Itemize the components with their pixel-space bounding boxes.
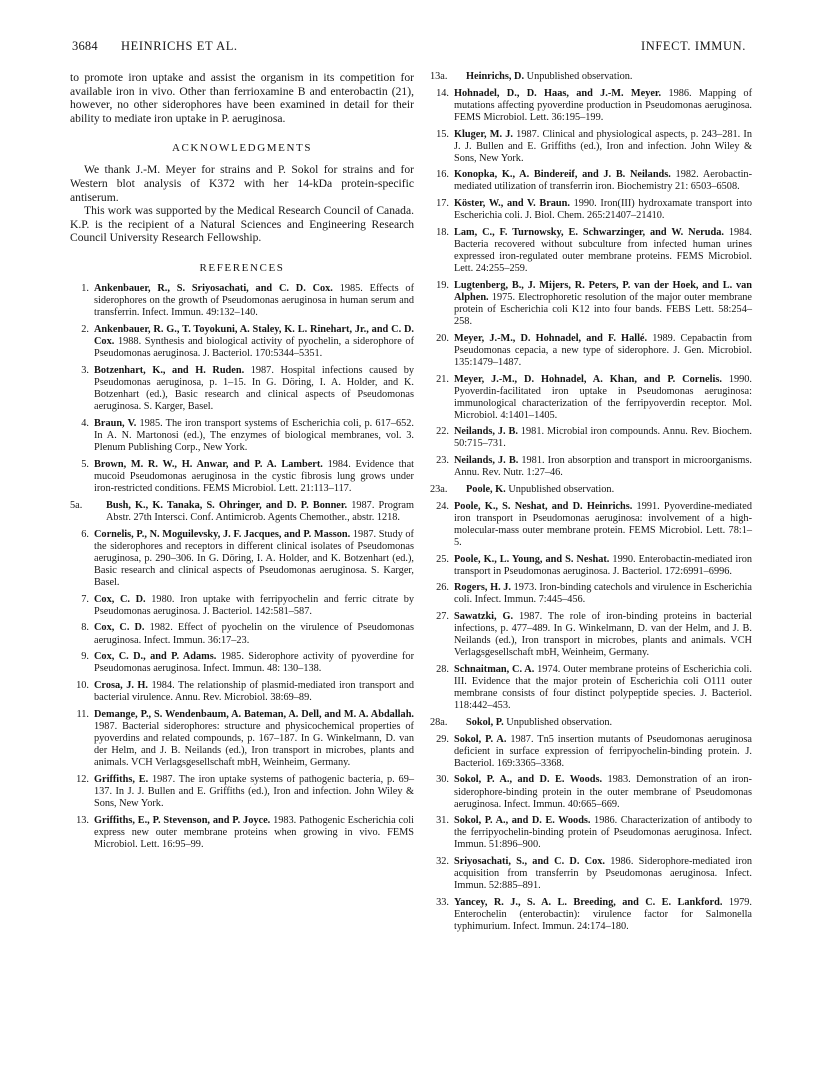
reference-number: 8. bbox=[81, 622, 89, 634]
reference-authors: Meyer, J.-M., D. Hohnadel, A. Khan, and P. Cornelis. bbox=[454, 373, 722, 385]
reference-number: 18. bbox=[436, 226, 449, 238]
reference-authors: Poole, K., L. Young, and S. Neshat. bbox=[454, 553, 610, 565]
reference-entry bbox=[430, 198, 752, 222]
reference-entry bbox=[430, 280, 752, 328]
reference-authors: Sokol, P. bbox=[466, 716, 504, 728]
reference-entry bbox=[430, 664, 752, 712]
reference-details: 1981. Microbial iron compounds. Annu. Rev. Biochem. 50:715–731. bbox=[454, 426, 752, 450]
reference-authors: Brown, M. R. W., H. Anwar, and P. A. Lambert. bbox=[94, 458, 323, 470]
reference-number: 11. bbox=[76, 709, 89, 721]
reference-authors: Poole, K. bbox=[466, 483, 506, 495]
reference-number: 22. bbox=[436, 426, 449, 438]
reference-authors: Sokol, P. A., and D. E. Woods. bbox=[454, 774, 603, 786]
reference-number: 17. bbox=[436, 198, 449, 210]
reference-authors: Konopka, K., A. Bindereif, and J. B. Neilands. bbox=[454, 169, 671, 181]
reference-details: 1985. Siderophore activity of pyoverdine for Pseudomonas aeruginosa. Infect. Immun. 48: 130–138. bbox=[94, 651, 414, 675]
reference-entry bbox=[430, 333, 752, 369]
reference-number: 28a. bbox=[430, 716, 448, 728]
reference-entry bbox=[430, 129, 752, 165]
reference-details: 1982. Aerobactin-mediated utilization of transferrin iron. Biochemistry 21: 6503–6508. bbox=[454, 169, 753, 193]
reference-details: 1987. Hospital infections caused by Pseudomonas aeruginosa, p. 1–15. In G. Döring, I. A. Holder, and K. Botzenhart (ed.), Basic research and clinical aspects of Pseudomonas aeruginosa. S. Karger, Basel. bbox=[94, 364, 414, 412]
reference-number: 21. bbox=[436, 373, 449, 385]
reference-details: 1986. Siderophore-mediated iron acquisition from transferrin by Pseudomonas aeruginosa. Infect. Immun. 52:885–891. bbox=[454, 856, 752, 892]
reference-number: 12. bbox=[76, 774, 89, 786]
reference-details: 1987. Bacterial siderophores: structure and physicochemical properties of pyoverdins and related compounds, p. 167–187. In G. Winkelmann, D. van der Helm, and J. B. Neilands (ed.), Iron transport in microbes, plants and animals. VCH Verlagsgesellschaft mbH, Weinheim, Germany. bbox=[94, 721, 414, 769]
reference-entry bbox=[430, 717, 752, 729]
reference-number: 4. bbox=[81, 417, 89, 429]
reference-details: Unpublished observation. bbox=[503, 716, 613, 728]
reference-authors: Kluger, M. J. bbox=[454, 128, 513, 140]
reference-details: 1981. Iron absorption and transport in microorganisms. Annu. Rev. Nutr. 1:27–46. bbox=[454, 455, 752, 479]
reference-number: 5a. bbox=[70, 499, 83, 511]
reference-authors: Cox, C. D. bbox=[94, 593, 146, 605]
reference-details: 1983. Demonstration of an iron-siderophore-binding protein in the outer membrane of Pseudomonas aeruginosa. Infect. Immun. 40:665–669. bbox=[454, 774, 752, 810]
reference-entry bbox=[430, 455, 752, 479]
reference-authors: Botzenhart, K., and H. Ruden. bbox=[94, 364, 245, 376]
reference-details: 1984. The relationship of plasmid-mediated iron transport and bacterial virulence. Annu. Rev. Microbiol. 38:69–89. bbox=[94, 680, 414, 704]
reference-authors: Sriyosachati, S., and C. D. Cox. bbox=[454, 856, 605, 868]
reference-details: 1986. Mapping of mutations affecting pyoverdine production in Pseudomonas aeruginosa. FEMS Microbiol. Lett. 36:195–199. bbox=[454, 87, 752, 123]
reference-number: 23. bbox=[436, 455, 449, 467]
right-column bbox=[430, 71, 752, 938]
reference-details: 1987. Tn5 insertion mutants of Pseudomonas aeruginosa deficient in surface expression of ferripyochelin-binding protein. J. Bacteriol. 169:3365–3368. bbox=[454, 733, 752, 769]
reference-entry bbox=[70, 680, 414, 704]
reference-number: 5. bbox=[81, 458, 89, 470]
references-heading: REFERENCES bbox=[199, 261, 285, 274]
reference-authors: Yancey, R. J., S. A. L. Breeding, and C. E. Lankford. bbox=[454, 896, 723, 908]
reference-number: 13. bbox=[76, 815, 89, 827]
acknowledgments-paragraph-1: We thank J.-M. Meyer for strains and P. Sokol for strains and for Western blot analysis of K372 with her 14-kDa protein-specific antiserum. bbox=[70, 163, 414, 204]
reference-number: 9. bbox=[81, 651, 89, 663]
reference-number: 15. bbox=[436, 128, 449, 140]
reference-entry bbox=[430, 501, 752, 549]
reference-entry bbox=[430, 611, 752, 659]
reference-authors: Demange, P., S. Wendenbaum, A. Bateman, A. Dell, and M. A. Abdallah. bbox=[94, 709, 414, 721]
reference-authors: Sokol, P. A. bbox=[454, 733, 507, 745]
reference-authors: Köster, W., and V. Braun. bbox=[454, 198, 570, 210]
journal-abbreviation: INFECT. IMMUN. bbox=[640, 39, 746, 53]
reference-details: 1979. Enterochelin (enterobactin): virulence factor for Salmonella typhimurium. Infect. Immun. 24:174–180. bbox=[454, 896, 752, 933]
reference-authors: Ankenbauer, R., S. Sriyosachati, and C. D. Cox. bbox=[94, 282, 333, 294]
reference-number: 28. bbox=[436, 664, 449, 676]
reference-authors: Neilands, J. B. bbox=[454, 426, 518, 438]
reference-details: 1987. Clinical and physiological aspects, p. 243–281. In J. J. Bullen and E. Griffiths (ed.), Iron and infection. John Wiley & Sons, New York. bbox=[454, 128, 753, 164]
reference-entry bbox=[430, 374, 752, 422]
reference-details: 1986. Characterization of antibody to the ferripyochelin-binding protein of Pseudomonas aeruginosa. Infect. Immun. 51:896–900. bbox=[454, 815, 752, 851]
reference-entry bbox=[70, 283, 414, 319]
reference-details: Unpublished observation. bbox=[505, 483, 615, 495]
reference-number: 33. bbox=[436, 896, 449, 908]
reference-entry bbox=[430, 815, 752, 851]
reference-number: 30. bbox=[436, 774, 449, 786]
body-paragraph: to promote iron uptake and assist the organism in its competition for available iron in vivo. Other than ferrioxamine B and enterobactin (21), however, no other siderophores have been examined in detail for their ability to mediate iron uptake in P. aeruginosa. bbox=[70, 71, 414, 125]
reference-entry bbox=[430, 582, 752, 606]
reference-details: 1973. Iron-binding catechols and virulence in Escherichia coli. Infect. Immun. 7:445–456. bbox=[454, 582, 752, 606]
reference-number: 10. bbox=[76, 680, 89, 692]
reference-number: 32. bbox=[436, 856, 449, 868]
reference-authors: Sokol, P. A., and D. E. Woods. bbox=[454, 815, 591, 827]
reference-authors: Cornelis, P., N. Moguilevsky, J. F. Jacques, and P. Masson. bbox=[94, 528, 351, 540]
reference-authors: Neilands, J. B. bbox=[454, 455, 519, 467]
reference-entry bbox=[70, 709, 414, 769]
reference-number: 7. bbox=[81, 593, 89, 605]
reference-authors: Bush, K., K. Tanaka, S. Ohringer, and D. P. Bonner. bbox=[106, 499, 348, 511]
reference-entry bbox=[430, 484, 752, 496]
reference-details: 1990. Enterobactin-mediated iron transport in Pseudomonas aeruginosa. J. Bacteriol. 172:6991–6996. bbox=[454, 553, 752, 577]
reference-entry bbox=[70, 774, 414, 810]
reference-entry bbox=[430, 734, 752, 770]
reference-details: 1980. Iron uptake with ferripyochelin and ferric citrate by Pseudomonas aeruginosa. J. Bacteriol. 142:581–587. bbox=[94, 593, 414, 617]
reference-number: 3. bbox=[81, 364, 89, 376]
reference-details: 1987. Program Abstr. 27th Intersci. Conf. Antimicrob. Agents Chemother., abstr. 1218. bbox=[106, 499, 415, 523]
reference-entry bbox=[70, 324, 414, 360]
reference-number: 20. bbox=[436, 332, 449, 344]
page-number: 3684 bbox=[72, 39, 98, 53]
reference-details: 1987. Study of the siderophores and receptors in different clinical isolates of Pseudomonas aeruginosa, p. 290–306. In G. Döring, I. A. Holder, and K. Botzenhart (ed.), Basic research and clinical aspects of Pseudomonas aeruginosa. S. Karger, Basel. bbox=[94, 528, 414, 588]
reference-entry bbox=[430, 426, 752, 450]
reference-entry bbox=[70, 594, 414, 618]
reference-entry bbox=[430, 554, 752, 578]
reference-list-right bbox=[430, 71, 752, 933]
reference-details: Unpublished observation. bbox=[524, 71, 633, 82]
reference-number: 14. bbox=[436, 87, 449, 99]
reference-number: 29. bbox=[436, 733, 449, 745]
left-column bbox=[70, 71, 414, 856]
reference-entry bbox=[70, 651, 414, 675]
reference-details: 1987. The iron uptake systems of pathogenic bacteria, p. 69–137. In J. J. Bullen and E. Griffiths (ed.), Iron and infection. John Wiley & Sons, New York. bbox=[94, 774, 414, 810]
reference-number: 25. bbox=[436, 553, 449, 565]
reference-number: 2. bbox=[81, 323, 89, 335]
reference-entry bbox=[430, 71, 752, 83]
reference-details: 1990. Iron(III) hydroxamate transport into Escherichia coli. J. Biol. Chem. 265:21407–21410. bbox=[454, 198, 752, 222]
reference-authors: Cox, C. D. bbox=[94, 622, 145, 634]
reference-details: 1985. Effects of siderophores on the growth of Pseudomonas aeruginosa in human serum and transferrin. Infect. Immun. 49:132–140. bbox=[94, 282, 414, 319]
running-authors: HEINRICHS ET AL. bbox=[121, 39, 238, 53]
reference-number: 13a. bbox=[430, 71, 448, 82]
reference-number: 23a. bbox=[430, 483, 448, 495]
reference-details: 1984. Bacteria recovered without subculture from infected human urines expressed iron-regulated outer membrane proteins. FEMS Microbiol. Lett. 24:255–259. bbox=[454, 226, 752, 275]
reference-authors: Schnaitman, C. A. bbox=[454, 664, 535, 676]
reference-authors: Hohnadel, D., D. Haas, and J.-M. Meyer. bbox=[454, 87, 662, 99]
reference-authors: Rogers, H. J. bbox=[454, 582, 511, 594]
reference-details: 1983. Pathogenic Escherichia coli express new outer membrane proteins when growing in vivo. FEMS Microbiol. Lett. 16:95–99. bbox=[94, 815, 414, 851]
reference-authors: Griffiths, E., P. Stevenson, and P. Joyce. bbox=[94, 815, 271, 827]
reference-entry bbox=[70, 418, 414, 454]
reference-entry bbox=[430, 88, 752, 124]
reference-number: 1. bbox=[81, 282, 89, 294]
reference-number: 24. bbox=[436, 500, 449, 512]
reference-details: 1984. Evidence that mucoid Pseudomonas aeruginosa in the cystic fibrosis lung grows under iron-restricted conditions. FEMS Microbiol. Lett. 21:113–117. bbox=[94, 458, 415, 494]
reference-number: 19. bbox=[436, 279, 449, 291]
reference-authors: Lam, C., F. Turnowsky, E. Schwarzinger, and W. Neruda. bbox=[454, 226, 724, 238]
reference-entry bbox=[70, 459, 414, 495]
reference-details: 1987. The role of iron-binding proteins in bacterial infections, p. 477–489. In G. Winkelmann, D. van der Helm, and J. B. Neilands (ed.), Iron transport in microbes, plants and animals. VCH Verlagsgesellschaft mbH, Weinheim, Germany. bbox=[454, 611, 752, 659]
reference-entry bbox=[430, 774, 752, 810]
reference-authors: Lugtenberg, B., J. Mijers, R. Peters, P. van der Hoek, and L. van Alphen. bbox=[454, 279, 752, 303]
reference-number: 6. bbox=[81, 528, 89, 540]
reference-authors: Heinrichs, D. bbox=[466, 71, 525, 82]
reference-entry bbox=[70, 529, 414, 589]
reference-entry bbox=[430, 856, 752, 892]
reference-details: 1974. Outer membrane proteins of Escherichia coli. III. Evidence that the major protein of Escherichia coli O111 outer membrane consists of four distinct polypeptide species. J. Bacteriol. 118:442–453. bbox=[454, 664, 752, 712]
acknowledgments-paragraph-2: This work was supported by the Medical Research Council of Canada. K.P. is the recipient of a Natural Sciences and Engineering Research Council University Research Fellowship. bbox=[70, 204, 414, 245]
page-header bbox=[72, 39, 746, 55]
reference-authors: Cox, C. D., and P. Adams. bbox=[94, 651, 217, 663]
reference-entry bbox=[430, 897, 752, 933]
reference-number: 27. bbox=[436, 611, 449, 623]
reference-details: 1991. Pyoverdine-mediated iron transport in Pseudomonas aeruginosa: involvement of a high-molecular-mass outer membrane protein. FEMS Microbiol. Lett. 78:1–5. bbox=[454, 500, 752, 548]
reference-entry bbox=[430, 227, 752, 275]
reference-entry bbox=[70, 622, 414, 646]
reference-authors: Braun, V. bbox=[94, 417, 137, 429]
reference-authors: Griffiths, E. bbox=[94, 774, 149, 786]
acknowledgments-heading: ACKNOWLEDGMENTS bbox=[171, 142, 313, 155]
reference-entry bbox=[70, 815, 414, 851]
reference-number: 16. bbox=[436, 169, 449, 181]
reference-entry bbox=[70, 365, 414, 413]
reference-number: 31. bbox=[436, 815, 449, 827]
reference-details: 1985. The iron transport systems of Escherichia coli, p. 617–652. In A. N. Martonosi (ed.), The enzymes of biological membranes, vol. 3. Plenum Publishing Corp., New York. bbox=[94, 417, 414, 453]
reference-details: 1982. Effect of pyochelin on the virulence of Pseudomonas aeruginosa. Infect. Immun. 36:17–23. bbox=[94, 622, 415, 646]
reference-details: 1990. Pyoverdin-facilitated iron uptake in Pseudomonas aeruginosa: immunological characterization of the ferripyoverdin receptor. Mol. Microbiol. 4:1401–1405. bbox=[454, 373, 752, 421]
reference-authors: Meyer, J.-M., D. Hohnadel, and F. Hallé. bbox=[454, 332, 648, 344]
reference-details: 1988. Synthesis and biological activity of pyochelin, a siderophore of Pseudomonas aeruginosa. J. Bacteriol. 170:5344–5351. bbox=[94, 335, 414, 359]
reference-entry bbox=[70, 500, 414, 524]
reference-authors: Poole, K., S. Neshat, and D. Heinrichs. bbox=[454, 500, 633, 512]
reference-authors: Crosa, J. H. bbox=[94, 680, 148, 692]
reference-authors: Sawatzki, G. bbox=[454, 611, 514, 623]
reference-number: 26. bbox=[436, 582, 449, 594]
reference-details: 1989. Cepabactin from Pseudomonas cepacia, a new type of siderophore. J. Gen. Microbiol. 135:1479–1487. bbox=[454, 332, 752, 368]
reference-list-left bbox=[70, 283, 414, 851]
reference-authors: Ankenbauer, R. G., T. Toyokuni, A. Staley, K. L. Rinehart, Jr., and C. D. Cox. bbox=[94, 323, 414, 347]
reference-entry bbox=[430, 169, 752, 193]
reference-details: 1975. Electrophoretic resolution of the major outer membrane protein of Escherichia coli K12 into four bands. FEBS Lett. 58:254–258. bbox=[454, 291, 752, 327]
